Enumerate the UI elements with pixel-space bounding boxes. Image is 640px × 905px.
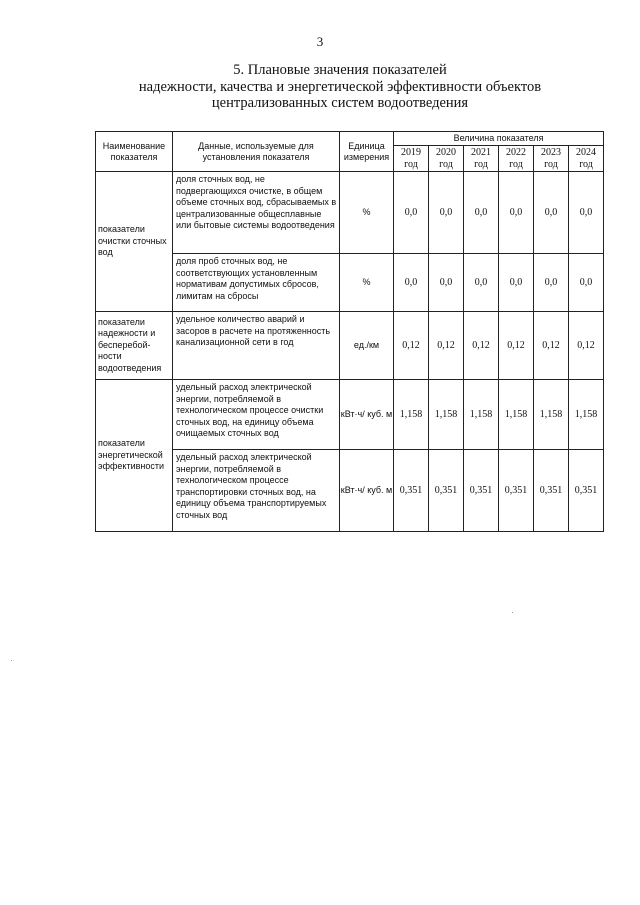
table-row [96, 380, 604, 450]
value-2021: 0,0 [464, 254, 499, 312]
header-year-2024: 2024 год [569, 146, 604, 172]
value-2020: 0,0 [429, 172, 464, 254]
row-unit: ед./км [340, 312, 394, 380]
value-2021: 1,158 [464, 380, 499, 450]
page-number: 3 [316, 34, 324, 49]
table-row [96, 172, 604, 254]
header-year-2023: 2023 год [534, 146, 569, 172]
value-2019: 0,0 [394, 172, 429, 254]
value-2024: 0,351 [569, 450, 604, 532]
value-2019: 0,351 [394, 450, 429, 532]
value-2022: 0,351 [499, 450, 534, 532]
scan-speck [512, 612, 513, 613]
value-2023: 0,12 [534, 312, 569, 380]
table-row [96, 254, 604, 312]
row-unit: кВт·ч/ куб. м [340, 450, 394, 532]
value-2022: 0,0 [499, 254, 534, 312]
header-year-2022: 2022 год [499, 146, 534, 172]
header-unit: Единица измерения [340, 132, 394, 172]
header-year-2020: 2020 год [429, 146, 464, 172]
value-2021: 0,0 [464, 172, 499, 254]
value-2020: 1,158 [429, 380, 464, 450]
value-2019: 0,0 [394, 254, 429, 312]
value-2022: 1,158 [499, 380, 534, 450]
value-2023: 0,351 [534, 450, 569, 532]
value-2019: 0,12 [394, 312, 429, 380]
indicators-table [95, 131, 604, 532]
header-year-2019: 2019 год [394, 146, 429, 172]
table-row [96, 312, 604, 380]
table-row [96, 450, 604, 532]
group-reliability: показатели надежности и бесперебой-ности водоотведения [96, 312, 173, 380]
value-2024: 1,158 [569, 380, 604, 450]
header-data-used: Данные, используемые для установления показателя [173, 132, 340, 172]
row-description: удельный расход электрической энергии, потребляемой в технологическом процессе транспортировки сточных вод, на единицу объема транспортируемых сточных вод [173, 450, 340, 532]
row-unit: % [340, 172, 394, 254]
value-2021: 0,12 [464, 312, 499, 380]
title-line-2: надежности, качества и энергетической эффективности объектов [138, 78, 542, 95]
value-2020: 0,351 [429, 450, 464, 532]
value-2023: 0,0 [534, 254, 569, 312]
section-title [90, 62, 590, 112]
row-description: доля проб сточных вод, не соответствующих установленным нормативам допустимых сбросов, лимитам на сбросы [173, 254, 340, 312]
value-2020: 0,12 [429, 312, 464, 380]
value-2020: 0,0 [429, 254, 464, 312]
row-unit: % [340, 254, 394, 312]
row-description: доля сточных вод, не подвергающихся очистке, в общем объеме сточных вод, сбрасываемых в централизованные общесплавные или бытовые системы водоотведения [173, 172, 340, 254]
value-2024: 0,0 [569, 172, 604, 254]
scan-speck [11, 660, 12, 661]
header-name: Наименование показателя [96, 132, 173, 172]
title-line-1: 5. Плановые значения показателей [233, 62, 447, 78]
header-year-2021: 2021 год [464, 146, 499, 172]
value-2022: 0,0 [499, 172, 534, 254]
value-2024: 0,12 [569, 312, 604, 380]
value-2021: 0,351 [464, 450, 499, 532]
value-2022: 0,12 [499, 312, 534, 380]
row-description: удельный расход электрической энергии, потребляемой в технологическом процессе очистки сточных вод, на единицу объема очищаемых сточных вод [173, 380, 340, 450]
value-2024: 0,0 [569, 254, 604, 312]
row-description: удельное количество аварий и засоров в расчете на протяженность канализационной сети в год [173, 312, 340, 380]
group-energy: показатели энергетической эффективности [96, 380, 173, 532]
value-2019: 1,158 [394, 380, 429, 450]
header-value: Величина показателя [394, 132, 604, 146]
value-2023: 1,158 [534, 380, 569, 450]
value-2023: 0,0 [534, 172, 569, 254]
group-cleaning: показатели очистки сточных вод [96, 172, 173, 312]
row-unit: кВт·ч/ куб. м [340, 380, 394, 450]
title-line-3: централизованных систем водоотведения [211, 95, 469, 111]
